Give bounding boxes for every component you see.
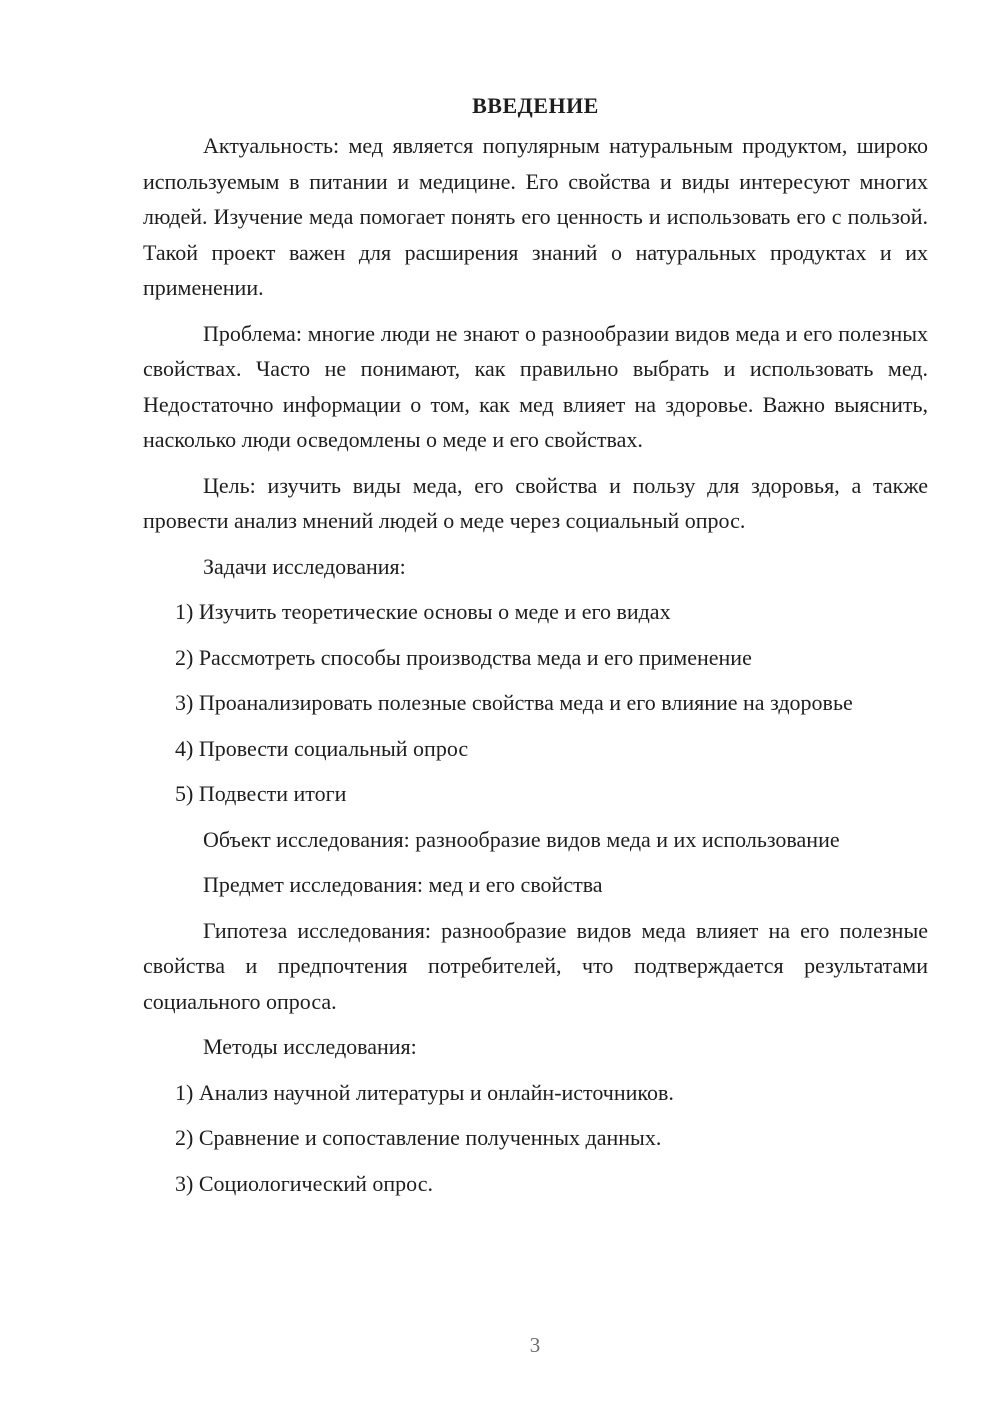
page-number: 3 — [529, 1333, 541, 1357]
task-item: 3) Проанализировать полезные свойства меда и его влияние на здоровье — [175, 690, 853, 715]
section-title: ВВЕДЕНИЕ — [472, 93, 599, 118]
methods-heading: Методы исследования: — [203, 1034, 417, 1059]
task-item: 2) Рассмотреть способы производства меда и его применение — [175, 644, 752, 670]
methods-list — [143, 1075, 928, 1202]
goal-paragraph: Цель: изучить виды меда, его свойства и пользу для здоровья, а также провести анализ мнений людей о меде через социальный опрос. — [143, 472, 928, 533]
hypothesis-paragraph: Гипотеза исследования: разнообразие видов меда влияет на его полезные свойства и предпочтения потребителей, что подтверждается результатами социального опроса. — [143, 917, 928, 1014]
method-item: 2) Сравнение и сопоставление полученных данных. — [175, 1125, 662, 1150]
actuality-paragraph: Актуальность: мед является популярным натуральным продуктом, широко используемым в питании и медицине. Его свойства и виды интересуют многих людей. Изучение меда помогает понять его ценность и использовать его с пользой. Такой проект важен для расширения знаний о натуральных продуктах и их применении. — [143, 133, 928, 300]
document-page — [143, 90, 928, 1211]
task-item: 1) Изучить теоретические основы о меде и его видах — [175, 599, 671, 624]
subject-line: Предмет исследования: мед и его свойства — [203, 872, 603, 897]
method-item: 1) Анализ научной литературы и онлайн-источников. — [175, 1079, 674, 1105]
tasks-list — [143, 594, 928, 812]
problem-paragraph: Проблема: многие люди не знают о разнообразии видов меда и его полезных свойствах. Часто не понимают, как правильно выбрать и использовать мед. Недостаточно информации о том, как мед влияет на здоровье. Важно выяснить, насколько люди осведомлены о меде и его свойствах. — [143, 320, 928, 452]
object-line: Объект исследования: разнообразие видов меда и их использование — [203, 826, 840, 852]
task-item: 4) Провести социальный опрос — [175, 735, 469, 761]
tasks-heading: Задачи исследования: — [203, 553, 406, 579]
task-item: 5) Подвести итоги — [175, 781, 347, 806]
method-item: 3) Социологический опрос. — [175, 1170, 433, 1196]
